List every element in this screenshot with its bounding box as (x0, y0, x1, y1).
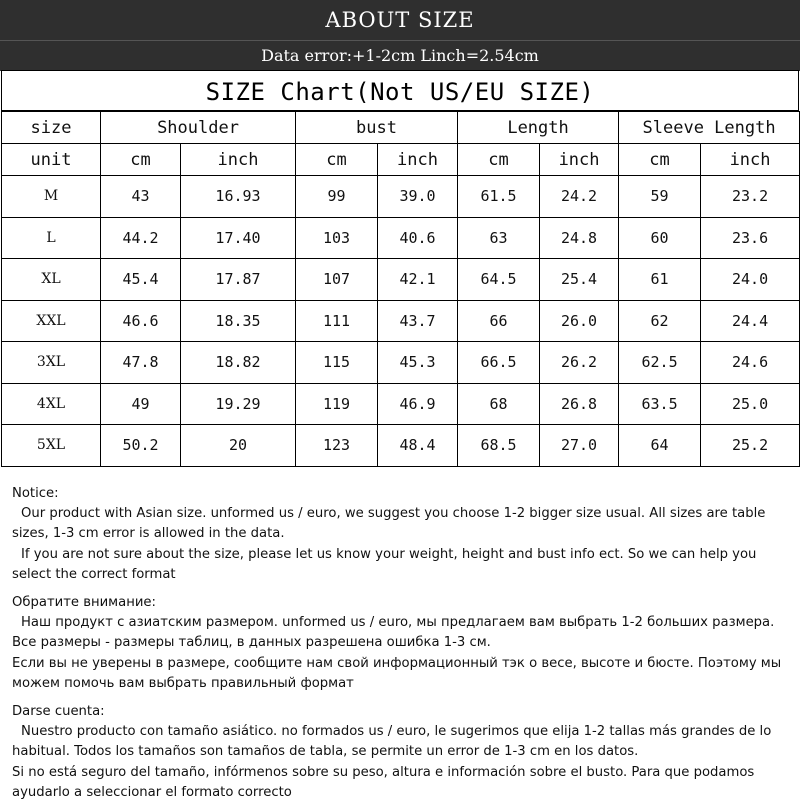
measurement-cell: 45.3 (378, 342, 458, 384)
unit-cell: cm (619, 144, 701, 176)
banner-title: ABOUT SIZE (325, 8, 475, 32)
size-label-cell: 5XL (2, 425, 101, 467)
header-unit: unit (2, 144, 101, 176)
measurement-cell: 48.4 (378, 425, 458, 467)
unit-cell: inch (378, 144, 458, 176)
measurement-cell: 45.4 (101, 259, 181, 301)
table-row (2, 217, 800, 259)
measurement-cell: 50.2 (101, 425, 181, 467)
measurement-cell: 42.1 (378, 259, 458, 301)
measurement-cell: 17.40 (181, 217, 296, 259)
size-label-cell: 3XL (2, 342, 101, 384)
measurement-cell: 99 (296, 176, 378, 218)
measurement-cell: 24.8 (540, 217, 619, 259)
data-error-banner (0, 40, 800, 71)
notice-en-paragraph: If you are not sure about the size, please let us know your weight, height and bust info ect. So we can help you select the correct format (12, 546, 757, 582)
measurement-cell: 17.87 (181, 259, 296, 301)
notice-es-paragraph: Si no está seguro del tamaño, infórmenos sobre su peso, altura e información sobre el busto. Para que podamos ayudarlo a seleccionar el formato correcto (12, 764, 755, 800)
notice-ru-heading: Обратите внимание: (12, 595, 156, 611)
measurement-cell: 24.0 (701, 259, 800, 301)
unit-cell: cm (458, 144, 540, 176)
measurement-cell: 66.5 (458, 342, 540, 384)
measurement-cell: 43 (101, 176, 181, 218)
table-unit-row (2, 144, 800, 176)
measurement-cell: 63 (458, 217, 540, 259)
measurement-cell: 62 (619, 300, 701, 342)
table-row (2, 176, 800, 218)
header-shoulder: Shoulder (101, 112, 296, 144)
table-row (2, 342, 800, 384)
measurement-cell: 25.2 (701, 425, 800, 467)
table-body (2, 176, 800, 467)
measurement-cell: 23.6 (701, 217, 800, 259)
measurement-cell: 16.93 (181, 176, 296, 218)
unit-cell: inch (540, 144, 619, 176)
measurement-cell: 24.6 (701, 342, 800, 384)
measurement-cell: 115 (296, 342, 378, 384)
notice-ru-paragraph: Если вы не уверены в размере, сообщите нам свой информационный тэк о весе, высоте и бюсте. Поэтому мы можем помочь вам выбрать правильный формат (12, 655, 782, 691)
header-bust: bust (296, 112, 458, 144)
notice-ru-paragraph: Все размеры - размеры таблиц, в данных разрешена ошибка 1-3 см. (12, 635, 491, 651)
table-row (2, 383, 800, 425)
measurement-cell: 46.6 (101, 300, 181, 342)
notice-es-paragraph: Nuestro producto con tamaño asiático. no formados us / euro, le sugerimos que elija 1-2 tallas más grandes de lo habitual. Todos los tamaños son tamaños de tabla, se permite un error de 1-3 cm en los datos. (12, 724, 772, 760)
measurement-cell: 25.0 (701, 383, 800, 425)
size-label-cell: L (2, 217, 101, 259)
measurement-cell: 18.35 (181, 300, 296, 342)
measurement-cell: 119 (296, 383, 378, 425)
measurement-cell: 49 (101, 383, 181, 425)
measurement-cell: 19.29 (181, 383, 296, 425)
header-length: Length (458, 112, 619, 144)
measurement-cell: 68 (458, 383, 540, 425)
measurement-cell: 39.0 (378, 176, 458, 218)
measurement-cell: 60 (619, 217, 701, 259)
measurement-cell: 107 (296, 259, 378, 301)
measurement-cell: 40.6 (378, 217, 458, 259)
measurement-cell: 64 (619, 425, 701, 467)
measurement-cell: 61 (619, 259, 701, 301)
measurement-cell: 46.9 (378, 383, 458, 425)
size-label-cell: XXL (2, 300, 101, 342)
about-size-banner (0, 0, 800, 40)
banner-subtitle: Data error:+1-2cm Linch=2.54cm (261, 46, 539, 65)
measurement-cell: 26.2 (540, 342, 619, 384)
size-label-cell: XL (2, 259, 101, 301)
measurement-cell: 25.4 (540, 259, 619, 301)
measurement-cell: 20 (181, 425, 296, 467)
table-header-row (2, 112, 800, 144)
measurement-cell: 59 (619, 176, 701, 218)
measurement-cell: 43.7 (378, 300, 458, 342)
table-row (2, 259, 800, 301)
measurement-cell: 61.5 (458, 176, 540, 218)
header-sleeve-length: Sleeve Length (619, 112, 800, 144)
table-row (2, 300, 800, 342)
unit-cell: cm (296, 144, 378, 176)
measurement-cell: 68.5 (458, 425, 540, 467)
measurement-cell: 26.8 (540, 383, 619, 425)
measurement-cell: 62.5 (619, 342, 701, 384)
measurement-cell: 24.2 (540, 176, 619, 218)
measurement-cell: 26.0 (540, 300, 619, 342)
size-label-cell: 4XL (2, 383, 101, 425)
notice-ru-paragraph: Наш продукт с азиатским размером. unformed us / euro, мы предлагаем вам выбрать 1-2 больших размера. (21, 615, 775, 631)
measurement-cell: 47.8 (101, 342, 181, 384)
measurement-cell: 44.2 (101, 217, 181, 259)
size-chart-table (1, 111, 800, 467)
notice-en-paragraph: Our product with Asian size. unformed us / euro, we suggest you choose 1-2 bigger size usual. All sizes are table sizes, 1-3 cm error is allowed in the data. (12, 506, 766, 542)
measurement-cell: 64.5 (458, 259, 540, 301)
notice-es-heading: Darse cuenta: (12, 704, 105, 720)
measurement-cell: 103 (296, 217, 378, 259)
measurement-cell: 123 (296, 425, 378, 467)
measurement-cell: 23.2 (701, 176, 800, 218)
notice-section (12, 484, 792, 803)
measurement-cell: 63.5 (619, 383, 701, 425)
table-row (2, 425, 800, 467)
measurement-cell: 18.82 (181, 342, 296, 384)
measurement-cell: 27.0 (540, 425, 619, 467)
measurement-cell: 111 (296, 300, 378, 342)
unit-cell: cm (101, 144, 181, 176)
measurement-cell: 66 (458, 300, 540, 342)
unit-cell: inch (181, 144, 296, 176)
chart-title: SIZE Chart(Not US/EU SIZE) (1, 70, 799, 111)
unit-cell: inch (701, 144, 800, 176)
size-label-cell: M (2, 176, 101, 218)
header-size: size (2, 112, 101, 144)
measurement-cell: 24.4 (701, 300, 800, 342)
notice-en-heading: Notice: (12, 486, 59, 501)
